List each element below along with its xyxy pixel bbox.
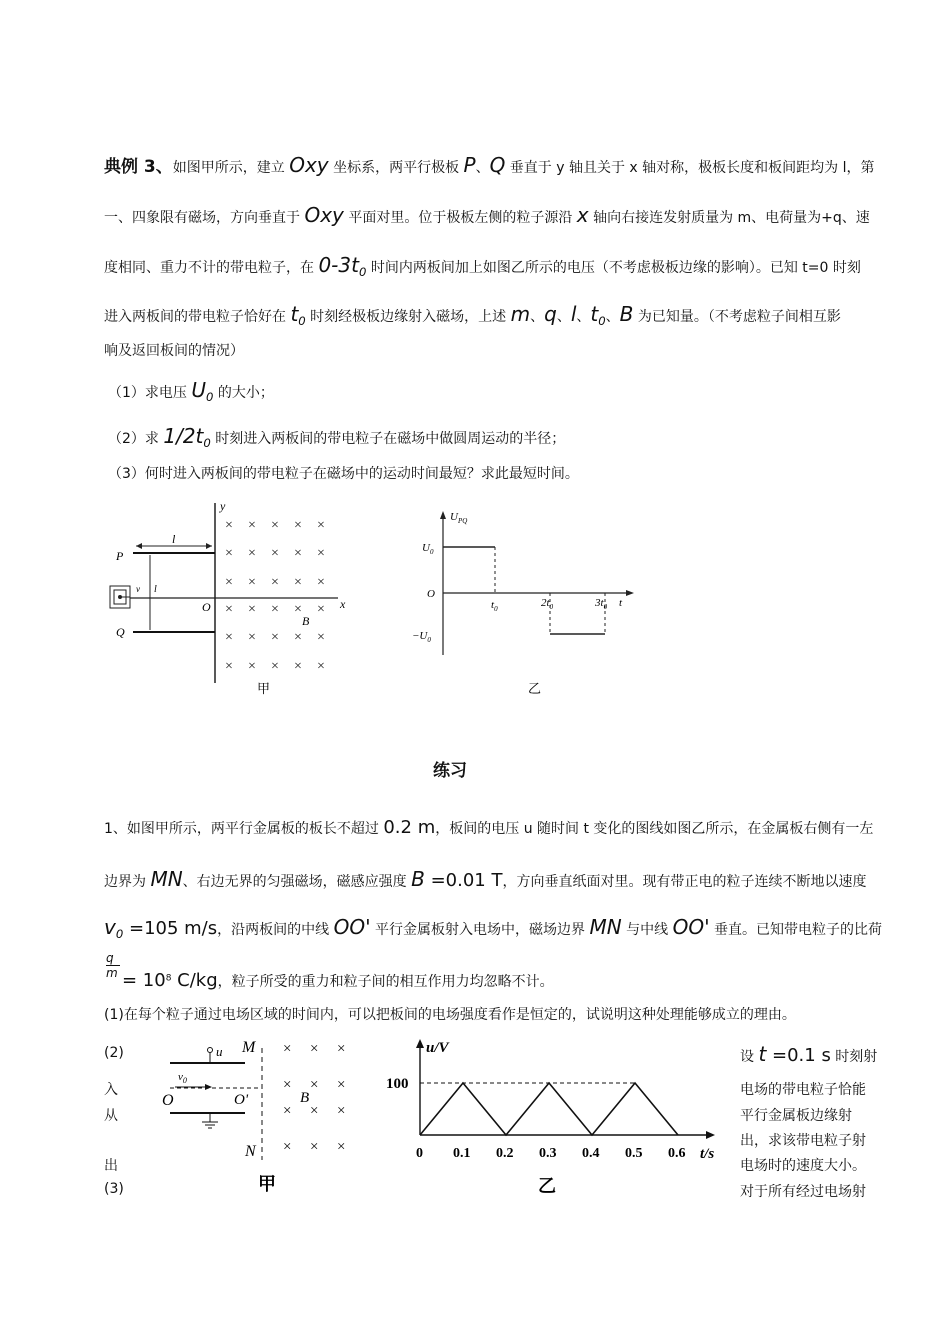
svg-text:×: ×: [271, 630, 279, 645]
fig2-B: B: [300, 1090, 310, 1106]
svg-text:×: ×: [317, 630, 325, 645]
right-col-6: 对于所有经过电场射: [740, 1184, 866, 1200]
fig1-t-label: t: [619, 597, 623, 609]
fig2-chart: [386, 1039, 715, 1162]
right-col-2: 电场的带电粒子恰能: [740, 1082, 866, 1098]
fig1-neg-u0: $-U_0$: [412, 630, 431, 644]
fig2-xtick: 0.3: [539, 1146, 557, 1161]
svg-text:×: ×: [294, 659, 302, 674]
fig1-y-label: y: [220, 499, 226, 513]
svg-text:×: ×: [248, 518, 256, 533]
fig1-2t0: $2t_0$: [541, 597, 554, 611]
svg-text:×: ×: [283, 1041, 292, 1057]
svg-text:×: ×: [294, 602, 302, 617]
svg-text:×: ×: [225, 518, 233, 533]
right-col-1: 设 t =0.1 s 时刻射: [740, 1042, 878, 1066]
fig1-t0: $t_0$: [491, 599, 498, 613]
charge-ratio-fraction: q m: [106, 951, 120, 980]
svg-text:×: ×: [317, 659, 325, 674]
svg-text:×: ×: [294, 575, 302, 590]
fig1-3t0: $3t_0$: [595, 597, 608, 611]
fig2-xtick: 0.4: [582, 1146, 600, 1161]
svg-text:×: ×: [310, 1139, 319, 1155]
svg-text:×: ×: [225, 575, 233, 590]
svg-text:×: ×: [248, 630, 256, 645]
figure-1: [100, 495, 660, 705]
svg-text:×: ×: [225, 546, 233, 561]
fig1-u0: $U_0$: [422, 542, 434, 556]
left-col-5: (3): [104, 1181, 124, 1197]
svg-text:×: ×: [310, 1103, 319, 1119]
fig1-x-label: x: [340, 597, 346, 611]
left-col-3: 从: [104, 1108, 118, 1124]
fig1-B: B: [302, 614, 310, 628]
svg-text:×: ×: [248, 575, 256, 590]
fig2-O-prime: O': [234, 1092, 249, 1108]
right-col-5: 电场时的速度大小。: [740, 1158, 866, 1174]
practice-title: 练习: [433, 761, 467, 781]
practice-line-3: $v_0 =105$ m/s，沿两板间的中线 OO' 平行金属板射入电场中，磁场边界 MN 与中线 OO' 垂直。已知带电粒子的比荷: [104, 915, 883, 941]
fig2-label-yi: 乙: [538, 1176, 556, 1196]
fig2-v0: $v_0$: [178, 1071, 187, 1085]
fig2-voltage-line: [420, 1083, 678, 1135]
svg-text:×: ×: [337, 1041, 346, 1057]
question-2: （2）求 $1/2t_0$ 时刻进入两板间的带电粒子在磁场中做圆周运动的半径；: [108, 424, 566, 450]
svg-text:×: ×: [294, 546, 302, 561]
svg-text:×: ×: [271, 518, 279, 533]
svg-text:×: ×: [283, 1077, 292, 1093]
svg-text:×: ×: [248, 602, 256, 617]
question-1: （1）求电压 $U_0$ 的大小；: [108, 378, 274, 404]
fig2-label-jia: 甲: [258, 1174, 276, 1194]
fig2-O: O: [162, 1092, 174, 1109]
svg-text:×: ×: [294, 518, 302, 533]
question-3: （3）何时进入两板间的带电粒子在磁场中的运动时间最短？求此最短时间。: [108, 466, 579, 482]
svg-text:×: ×: [271, 659, 279, 674]
svg-text:×: ×: [225, 659, 233, 674]
fig1-l-top: l: [172, 532, 176, 546]
practice-line-2: 边界为 MN、右边无界的匀强磁场，磁感应强度 B =0.01 T，方向垂直纸面对里。现有带正电的粒子连续不断地以速度: [104, 867, 867, 891]
fig2-u: u: [216, 1044, 223, 1059]
fig2-field: [283, 1041, 345, 1155]
svg-text:×: ×: [317, 518, 325, 533]
right-col-3: 平行金属板边缘射: [740, 1108, 852, 1124]
fig1-v0: v: [136, 584, 140, 594]
svg-text:×: ×: [294, 630, 302, 645]
example-line-4: 进入两板间的带电粒子恰好在 $t_0$ 时刻经极板边缘射入磁场，上述 m、q、l、$t_0$、B 为已知量。（不考虑粒子间相互影: [104, 302, 841, 328]
fig1-origin: O: [202, 600, 211, 614]
fig2-xtick: 0: [416, 1146, 423, 1161]
fig2-N: N: [245, 1143, 256, 1160]
left-col-1: (2): [104, 1045, 124, 1061]
example-line-5: 响及返回板间的情况）: [104, 343, 244, 359]
svg-text:×: ×: [337, 1077, 346, 1093]
fig1-label-yi: 乙: [528, 681, 542, 696]
fig2-xtick: 0.6: [668, 1146, 686, 1161]
svg-text:×: ×: [317, 575, 325, 590]
svg-text:×: ×: [310, 1041, 319, 1057]
left-col-2: 入: [104, 1082, 118, 1098]
fig1-label-jia: 甲: [257, 681, 271, 696]
fig2-xaxis-label: t/s: [700, 1146, 715, 1162]
fig2-y100: 100: [386, 1076, 409, 1092]
fig1-field: [225, 518, 325, 674]
figure-2: [150, 1030, 730, 1205]
left-col-4: 出: [104, 1158, 118, 1174]
practice-line-4: = $10^8$ C/kg，粒子所受的重力和粒子间的相互作用力均忽略不计。: [122, 970, 554, 991]
example-heading: 典例 3、: [104, 157, 173, 177]
svg-text:×: ×: [337, 1139, 346, 1155]
svg-text:×: ×: [317, 546, 325, 561]
svg-text:×: ×: [271, 602, 279, 617]
svg-text:×: ×: [283, 1139, 292, 1155]
plate-Q: Q: [116, 625, 125, 639]
example-line-1: 典例 3、如图甲所示，建立 Oxy 坐标系，两平行极板 P、Q 垂直于 y 轴且关于 x 轴对称，极板长度和板间距均为 l，第: [104, 153, 875, 177]
svg-text:×: ×: [310, 1077, 319, 1093]
svg-text:×: ×: [225, 630, 233, 645]
plate-P: P: [116, 549, 124, 563]
svg-text:×: ×: [248, 546, 256, 561]
right-col-4: 出，求该带电粒子射: [740, 1133, 866, 1149]
svg-text:×: ×: [225, 602, 233, 617]
svg-text:×: ×: [271, 546, 279, 561]
fig2-yaxis-label: u/V: [426, 1040, 449, 1056]
svg-text:×: ×: [317, 602, 325, 617]
fig2-xtick: 0.5: [625, 1146, 643, 1161]
svg-text:×: ×: [337, 1103, 346, 1119]
fig1-upq: $U_{PQ}$: [450, 511, 468, 525]
fig2-M: M: [242, 1039, 256, 1056]
fig1-l-side: l: [154, 584, 157, 595]
fig2-xtick: 0.2: [496, 1146, 514, 1161]
practice-line-5: (1)在每个粒子通过电场区域的时间内，可以把板间的电场强度看作是恒定的，试说明这种处理能够成立的理由。: [104, 1007, 796, 1023]
example-line-2: 一、四象限有磁场，方向垂直于 Oxy 平面对里。位于极板左侧的粒子源沿 x 轴向右接连发射质量为 m、电荷量为+q、速: [104, 203, 870, 227]
fig2-xtick: 0.1: [453, 1146, 471, 1161]
fig1-origin2: O: [427, 588, 435, 600]
example-line-3: 度相同、重力不计的带电粒子，在 $0-3t_0$ 时间内两板间加上如图乙所示的电压（不考虑极板边缘的影响）。已知 t=0 时刻: [104, 253, 861, 279]
svg-text:×: ×: [248, 659, 256, 674]
practice-line-1: 1、如图甲所示，两平行金属板的板长不超过 0.2 m，板间的电压 u 随时间 t 变化的图线如图乙所示，在金属板右侧有一左: [104, 817, 874, 838]
svg-text:×: ×: [271, 575, 279, 590]
svg-text:×: ×: [283, 1103, 292, 1119]
